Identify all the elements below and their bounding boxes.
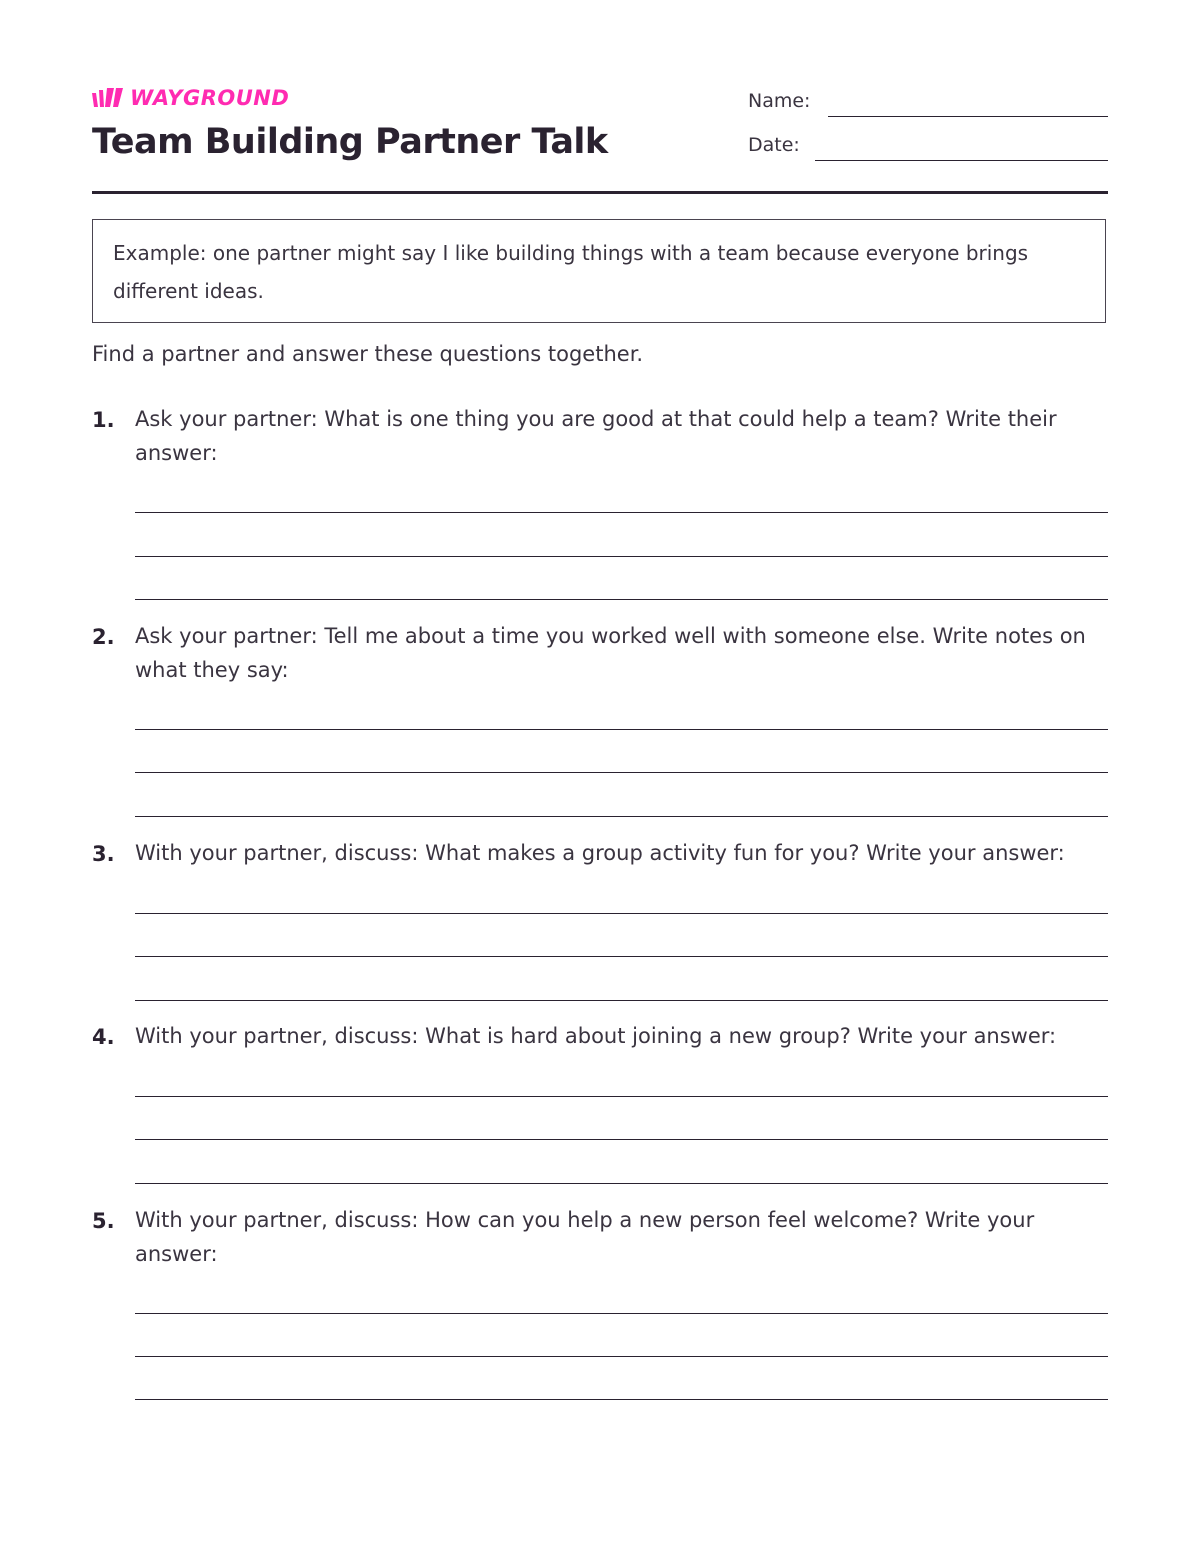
name-field[interactable] <box>828 116 1108 117</box>
answer-line[interactable] <box>135 1313 1108 1314</box>
header-divider <box>92 191 1108 194</box>
answer-line[interactable] <box>135 1399 1108 1400</box>
answer-line[interactable] <box>135 956 1108 957</box>
page-title: Team Building Partner Talk <box>92 122 608 162</box>
question-text: With your partner, discuss: What is hard about joining a new group? Write your answer: <box>135 1024 1057 1048</box>
answer-line[interactable] <box>135 772 1108 773</box>
date-field[interactable] <box>815 160 1108 161</box>
answer-line[interactable] <box>135 729 1108 730</box>
answer-line[interactable] <box>135 1139 1108 1140</box>
question-text: Ask your partner: What is one thing you are good at that could help a team? Write their answer: <box>135 407 1057 465</box>
name-label: Name: <box>748 90 811 112</box>
answer-line[interactable] <box>135 1096 1108 1097</box>
question-text: With your partner, discuss: How can you help a new person feel welcome? Write your answer: <box>135 1208 1035 1266</box>
answer-line[interactable] <box>135 1183 1108 1184</box>
wayground-logo-icon <box>92 87 124 109</box>
example-box <box>92 219 1106 323</box>
answer-line[interactable] <box>135 512 1108 513</box>
question-number: 3. <box>92 842 115 866</box>
question-number: 2. <box>92 625 115 649</box>
question-text: With your partner, discuss: What makes a group activity fun for you? Write your answer: <box>135 841 1065 865</box>
brand-name: WAYGROUND <box>130 86 290 110</box>
date-label: Date: <box>748 134 800 156</box>
question-number: 5. <box>92 1209 115 1233</box>
example-text: Example: one partner might say I like building things with a team because everyone brings different ideas. <box>113 241 1029 303</box>
answer-line[interactable] <box>135 556 1108 557</box>
answer-line[interactable] <box>135 599 1108 600</box>
answer-line[interactable] <box>135 913 1108 914</box>
answer-line[interactable] <box>135 1000 1108 1001</box>
answer-line[interactable] <box>135 816 1108 817</box>
question-number: 4. <box>92 1025 115 1049</box>
answer-line[interactable] <box>135 1356 1108 1357</box>
question-number: 1. <box>92 408 115 432</box>
question-text: Ask your partner: Tell me about a time you worked well with someone else. Write notes on what they say: <box>135 624 1086 682</box>
instructions: Find a partner and answer these questions together. <box>92 342 644 366</box>
brand-logo <box>92 86 289 110</box>
